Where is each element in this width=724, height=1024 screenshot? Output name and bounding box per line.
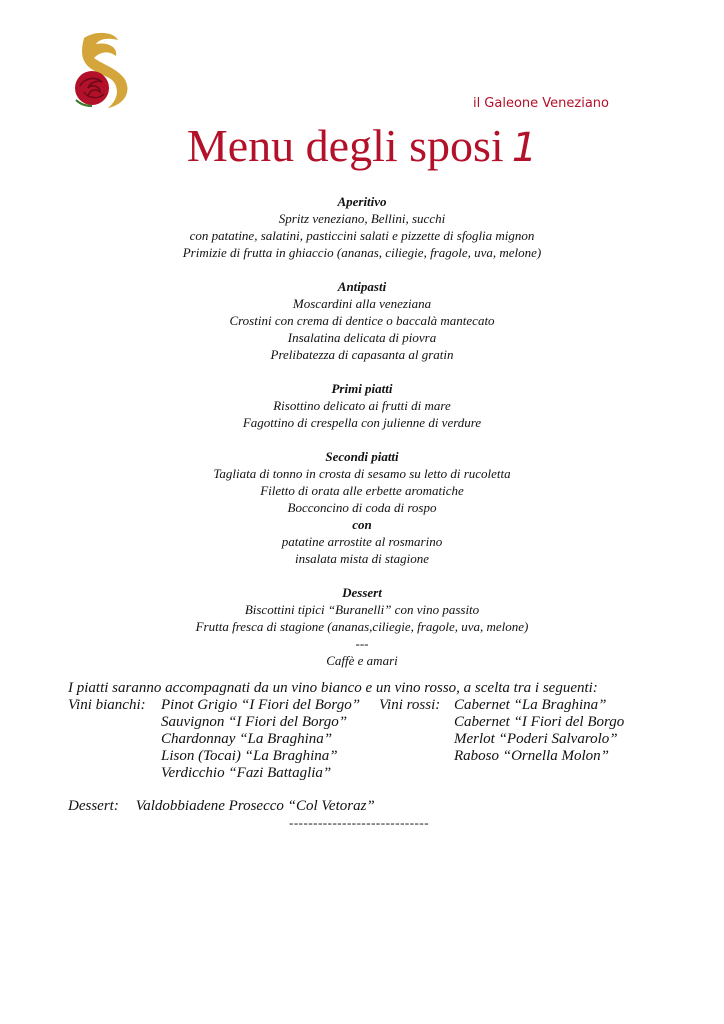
wine-row: [68, 765, 668, 782]
menu-item: Caffè e amari: [326, 653, 398, 668]
white-wine: Sauvignon “I Fiori del Borgo”: [161, 714, 348, 730]
menu-item: Frutta fresca di stagione (ananas,ciliegie, fragole, uva, melone): [195, 619, 529, 634]
title-text: Menu degli sposi: [186, 120, 504, 171]
menu-item: Primizie di frutta in ghiaccio (ananas, ciliegie, fragole, uva, melone): [182, 245, 542, 260]
restaurant-name: il Galeone Veneziano: [472, 96, 609, 111]
wine-row: [68, 697, 668, 714]
wine-intro: [68, 680, 668, 697]
menu-item: Filetto di orata alle erbette aromatiche: [260, 483, 464, 498]
section-antipasti: [0, 278, 724, 363]
menu-item: Moscardini alla veneziana: [292, 296, 432, 311]
white-wine: Pinot Grigio “I Fiori del Borgo”: [161, 697, 361, 713]
page-title: [0, 118, 724, 176]
section-heading: Primi piatti: [331, 381, 393, 396]
red-wine: Raboso “Ornella Molon”: [454, 748, 610, 764]
dessert-wine-line: [68, 798, 375, 815]
menu-item: Fagottino di crespella con julienne di verdure: [242, 415, 482, 430]
white-wines-label: Vini bianchi:: [68, 697, 146, 713]
menu-item: Prelibatezza di capasanta al gratin: [270, 347, 454, 362]
menu-item: Crostini con crema di dentice o baccalà mantecato: [229, 313, 495, 328]
wine-row: [68, 731, 668, 748]
end-divider: -----------------------------: [289, 815, 430, 830]
menu-separator: ---: [355, 636, 369, 651]
dessert-wine: Valdobbiadene Prosecco “Col Vetoraz”: [135, 798, 375, 814]
dessert-wine-label: Dessert:: [68, 798, 119, 814]
rose-logo-icon: [70, 30, 136, 112]
menu-number: 1: [511, 125, 538, 171]
menu-item: Spritz veneziano, Bellini, succhi: [278, 211, 446, 226]
section-dessert: [0, 584, 724, 669]
section-secondi: [0, 448, 724, 567]
red-wine: Merlot “Poderi Salvarolo”: [454, 731, 618, 747]
sub-heading: con: [352, 517, 372, 532]
section-heading: Antipasti: [337, 279, 387, 294]
section-primi: [0, 380, 724, 431]
menu-item: Insalatina delicata di piovra: [287, 330, 437, 345]
white-wine: Lison (Tocai) “La Braghina”: [161, 748, 338, 764]
white-wine: Verdicchio “Fazi Battaglia”: [161, 765, 332, 781]
section-heading: Dessert: [342, 585, 382, 600]
menu-item: insalata mista di stagione: [295, 551, 429, 566]
red-wine: Cabernet “La Braghina”: [454, 697, 607, 713]
menu-item: Tagliata di tonno in crosta di sesamo su letto di rucoletta: [213, 466, 511, 481]
red-wines-label: Vini rossi:: [379, 697, 441, 713]
menu-item: Biscottini tipici “Buranelli” con vino passito: [244, 602, 480, 617]
wine-row: [68, 748, 668, 765]
wine-list: [68, 680, 668, 782]
menu-item: patatine arrostite al rosmarino: [281, 534, 443, 549]
section-aperitivo: [0, 193, 724, 261]
wine-intro-text: I piatti saranno accompagnati da un vino bianco e un vino rosso, a scelta tra i seguenti:: [68, 680, 598, 696]
white-wine: Chardonnay “La Braghina”: [161, 731, 333, 747]
menu-item: Risottino delicato ai frutti di mare: [273, 398, 451, 413]
wine-row: [68, 714, 668, 731]
menu-body: [0, 193, 724, 686]
menu-item: con patatine, salatini, pasticcini salati e pizzette di sfoglia mignon: [189, 228, 535, 243]
menu-item: Bocconcino di coda di rospo: [287, 500, 437, 515]
section-heading: Secondi piatti: [325, 449, 399, 464]
red-wine: Cabernet “I Fiori del Borgo: [454, 714, 625, 730]
section-heading: Aperitivo: [337, 194, 387, 209]
